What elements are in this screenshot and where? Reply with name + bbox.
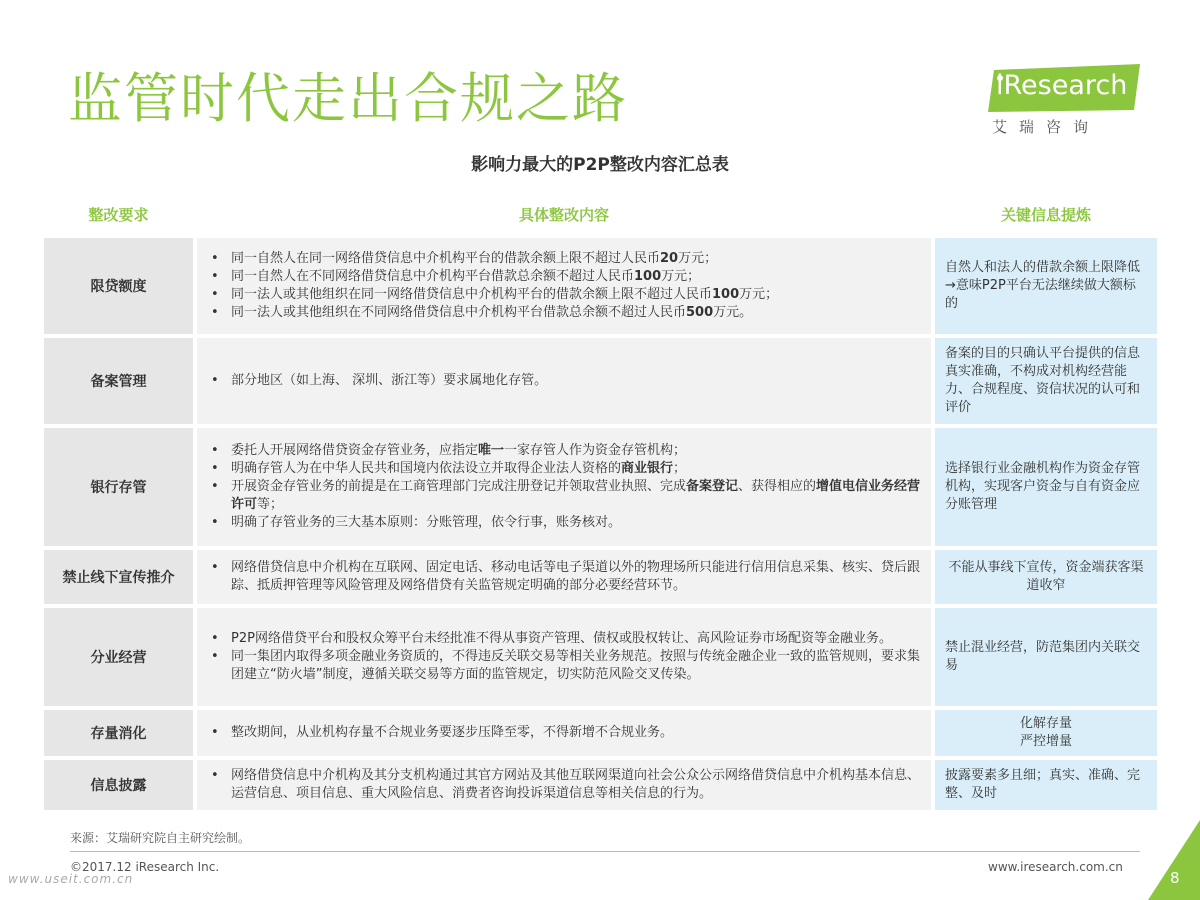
copyright: ©2017.12 iResearch Inc.	[70, 860, 220, 874]
content-bullet: • 同一法人或其他组织在同一网络借贷信息中介机构平台的借款余额上限不超过人民币100万元；	[209, 286, 923, 304]
key-info-cell: 备案的目的只确认平台提供的信息真实准确，不构成对机构经营能力、合规程度、资信状况的认可和评价	[935, 338, 1157, 424]
content-bullet: • 同一法人或其他组织在不同网络借贷信息中介机构平台借款总余额不超过人民币500万元。	[209, 304, 923, 322]
requirement-cell: 限贷额度	[44, 238, 193, 334]
key-info-cell: 不能从事线下宣传，资金端获客渠道收窄	[935, 550, 1157, 604]
header-key-info: 关键信息提炼	[1000, 206, 1091, 224]
requirement-cell: 银行存管	[44, 428, 193, 546]
footer-divider	[70, 851, 1140, 852]
content-bullet: • 同一自然人在同一网络借贷信息中介机构平台的借款余额上限不超过人民币20万元；	[209, 250, 923, 268]
requirement-cell: 存量消化	[44, 710, 193, 756]
logo-wordmark: iResearch	[996, 70, 1128, 101]
table-row	[44, 238, 1157, 334]
content-bullet: • 网络借贷信息中介机构及其分支机构通过其官方网站及其他互联网渠道向社会公众公示网络借贷信息中介机构基本信息、运营信息、项目信息、重大风险信息、消费者咨询投诉渠道信息等相关信息的行为。	[209, 767, 923, 803]
requirement-cell: 备案管理	[44, 338, 193, 424]
content-bullet: • 明确存管人为在中华人民共和国境内依法设立并取得企业法人资格的商业银行；	[209, 460, 923, 478]
table-row	[44, 428, 1157, 546]
table-row	[44, 550, 1157, 604]
source-note: 来源：艾瑞研究院自主研究绘制。	[70, 831, 251, 845]
content-bullet: • 网络借贷信息中介机构在互联网、固定电话、移动电话等电子渠道以外的物理场所只能进行信用信息采集、核实、贷后跟踪、抵质押管理等风险管理及网络借贷有关监管规定明确的部分必要经营环节。	[209, 559, 923, 595]
key-info-cell: 披露要素多且细；真实、准确、完整、及时	[935, 760, 1157, 810]
key-info-cell: 禁止混业经营，防范集团内关联交易	[935, 608, 1157, 706]
header-requirement: 整改要求	[88, 206, 149, 224]
content-cell	[197, 550, 931, 604]
content-bullet: • 明确了存管业务的三大基本原则：分账管理，依令行事，账务核对。	[209, 514, 923, 532]
table-row	[44, 710, 1157, 756]
page-title: 监管时代走出合规之路	[68, 67, 628, 130]
header-content: 具体整改内容	[518, 206, 609, 224]
corner-decoration-icon	[1148, 820, 1200, 900]
content-cell	[197, 608, 931, 706]
requirement-cell: 信息披露	[44, 760, 193, 810]
content-cell	[197, 760, 931, 810]
content-bullet: • 同一自然人在不同网络借贷信息中介机构平台借款总余额不超过人民币100万元；	[209, 268, 923, 286]
table-title: 影响力最大的P2P整改内容汇总表	[471, 155, 729, 175]
requirement-cell: 分业经营	[44, 608, 193, 706]
key-info-cell: 自然人和法人的借款余额上限降低→意味P2P平台无法继续做大额标的	[935, 238, 1157, 334]
content-bullet: • 部分地区（如上海、 深圳、浙江等）要求属地化存管。	[209, 372, 923, 390]
content-bullet: • P2P网络借贷平台和股权众筹平台未经批准不得从事资产管理、债权或股权转让、高风险证券市场配资等金融业务。	[209, 630, 923, 648]
iresearch-logo	[988, 64, 1148, 140]
key-info-cell: 选择银行业金融机构作为资金存管机构，实现客户资金与自有资金应分账管理	[935, 428, 1157, 546]
logo-subtitle: 艾瑞咨询	[992, 118, 1101, 136]
content-cell	[197, 710, 931, 756]
content-cell	[197, 238, 931, 334]
table-row	[44, 608, 1157, 706]
table-row	[44, 338, 1157, 424]
content-cell	[197, 338, 931, 424]
page-number: 8	[1170, 869, 1180, 887]
content-bullet: • 同一集团内取得多项金融业务资质的，不得违反关联交易等相关业务规范。按照与传统金融企业一致的监管规则，要求集团建立“防火墙”制度，遵循关联交易等方面的监管规定，切实防范风险交叉传染。	[209, 648, 923, 684]
requirement-cell: 禁止线下宣传推介	[44, 550, 193, 604]
content-bullet: • 整改期间，从业机构存量不合规业务要逐步压降至零，不得新增不合规业务。	[209, 724, 923, 742]
content-cell	[197, 428, 931, 546]
watermark: www.useit.com.cn	[8, 872, 134, 886]
table-row	[44, 760, 1157, 810]
website-url[interactable]: www.iresearch.com.cn	[988, 860, 1123, 874]
content-bullet: • 委托人开展网络借贷资金存管业务，应指定唯一一家存管人作为资金存管机构；	[209, 442, 923, 460]
content-bullet: • 开展资金存管业务的前提是在工商管理部门完成注册登记并领取营业执照、完成备案登记、获得相应的增值电信业务经营许可等；	[209, 478, 923, 514]
key-info-cell: 化解存量 严控增量	[935, 710, 1157, 756]
